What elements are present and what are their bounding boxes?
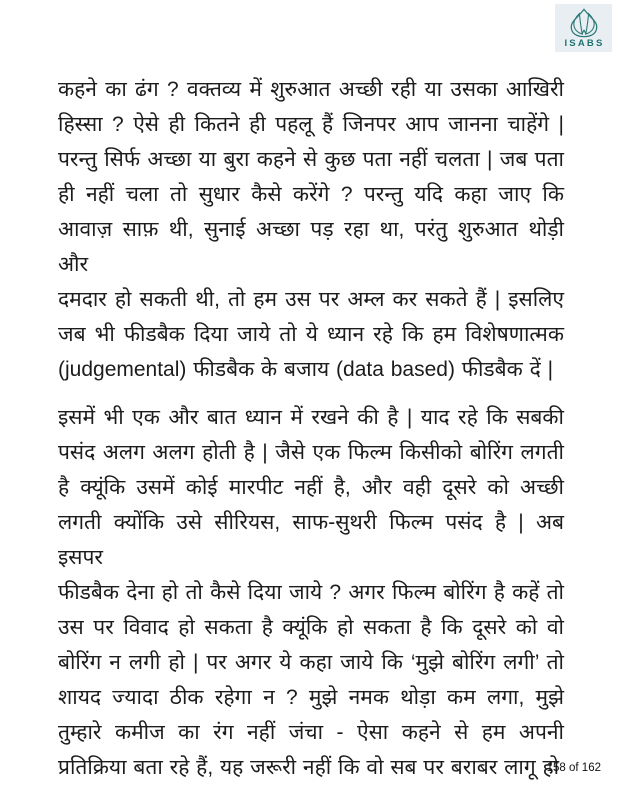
text-line: जब भी फीडबैक दिया जाये तो ये ध्यान रहे कि हम विशेषणात्मक: [58, 323, 564, 346]
text-line: परन्तु सिर्फ अच्छा या बुरा कहने से कुछ पता नहीं चलता | जब पता: [58, 148, 564, 171]
text-line: बोरिंग न लगी हो | पर अगर ये कहा जाये कि ‘मुझे बोरिंग लगी’ तो: [58, 651, 564, 674]
text-line: ही नहीं चला तो सुधार कैसे करेंगे ? परन्तु यदि कहा जाए कि: [58, 183, 564, 206]
text-line: आवाज़ साफ़ थी, सुनाई अच्छा पड़ रहा था, परंतु शुरुआत थोड़ी और: [58, 218, 564, 276]
text-line: इसमें भी एक और बात ध्यान में रखने की है | याद रहे कि सबकी: [58, 406, 564, 429]
text-line: उस पर विवाद हो सकता है क्यूंकि हो सकता है कि दूसरे को वो: [58, 616, 564, 639]
text-line: कहने का ढंग ? वक्तव्य में शुरुआत अच्छी रही या उसका आखिरी: [58, 78, 564, 101]
text-line: (judgemental) फीडबैक के बजाय (data based) फीडबैक दें |: [58, 358, 554, 381]
page-number: 158 of 162: [546, 762, 601, 774]
text-line: तुम्हारे कमीज का रंग नहीं जंचा - ऐसा कहने से हम अपनी: [58, 721, 564, 744]
text-line: प्रतिक्रिया बता रहे हैं, यह जरूरी नहीं कि वो सब पर बराबर लागू हो: [58, 756, 560, 779]
paragraph-1: [58, 72, 564, 387]
text-line: पसंद अलग अलग होती है | जैसे एक फिल्म किसीको बोरिंग लगती: [58, 441, 564, 464]
paragraph-2: [58, 400, 564, 785]
lotus-logo-icon: [567, 8, 601, 38]
text-line: फीडबैक देना हो तो कैसे दिया जाये ? अगर फिल्म बोरिंग है कहें तो: [58, 581, 564, 604]
isabs-logo: [555, 4, 612, 52]
text-block: [58, 72, 564, 798]
logo-wordmark: ISABS: [564, 37, 605, 49]
text-line: हिस्सा ? ऐसे ही कितने ही पहलू हैं जिनपर आप जानना चाहेंगे |: [58, 113, 564, 136]
text-line: शायद ज्यादा ठीक रहेगा न ? मुझे नमक थोड़ा कम लगा, मुझे: [58, 686, 564, 709]
text-line: दमदार हो सकती थी, तो हम उस पर अम्ल कर सकते हैं | इसलिए: [58, 288, 564, 311]
text-line: है क्यूंकि उसमें कोई मारपीट नहीं है, और वही दूसरे को अच्छी: [58, 476, 564, 499]
text-line: लगती क्योंकि उसे सीरियस, साफ-सुथरी फिल्म पसंद है | अब इसपर: [58, 511, 564, 569]
